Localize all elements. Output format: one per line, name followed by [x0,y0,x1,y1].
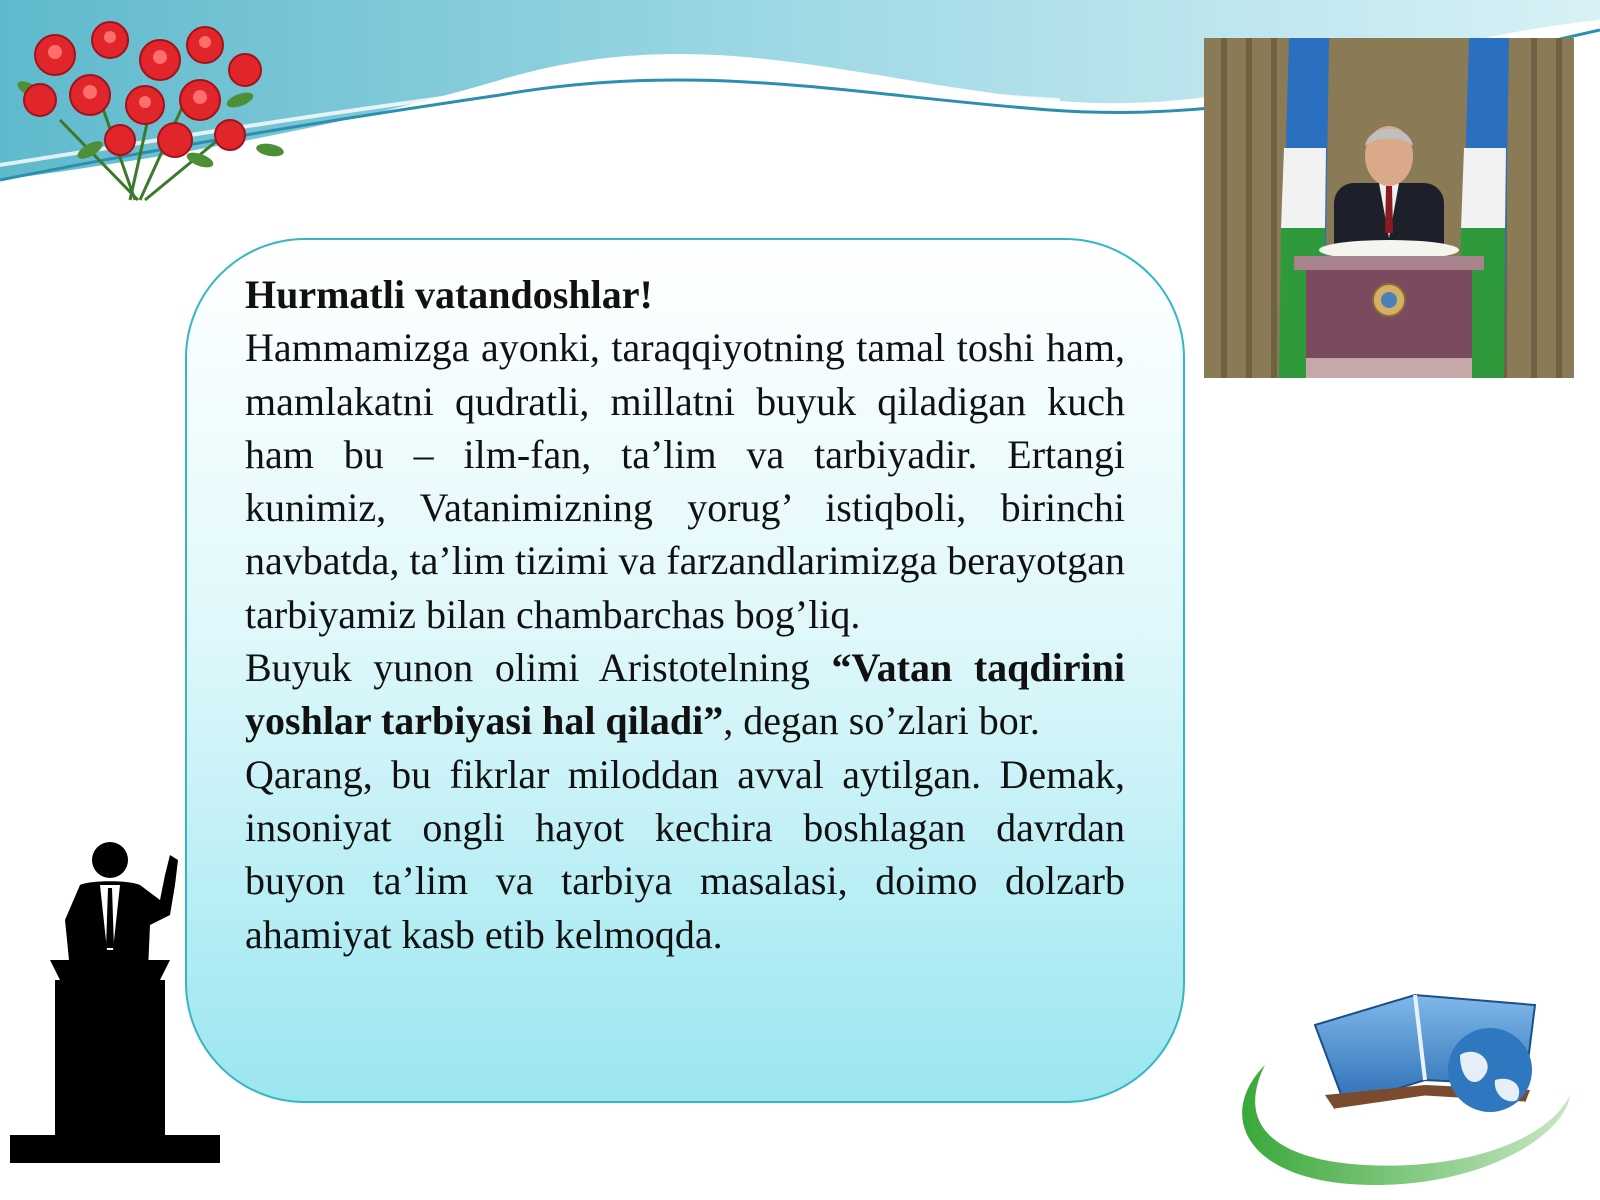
quote-panel [185,238,1185,1103]
aristotle-quote: “Vatan taqdirini yoshlar tarbiyasi hal qiladi” [245,645,1125,744]
paragraph-2 [245,641,1125,748]
paragraph-2-lead: Buyuk yunon olimi Aristotelning [245,645,832,691]
greeting-heading: Hurmatli vatandoshlar! [245,272,653,317]
open-book-globe-icon [1225,985,1580,1195]
rose-bouquet-icon [0,0,320,210]
speaker-at-podium-photo [1204,38,1574,378]
paragraph-3: Qarang, bu fikrlar miloddan avval aytilgan. Demak, insoniyat ongli hayot kechira boshlagan davrdan buyon ta’lim va tarbiya masalasi, doimo dolzarb ahamiyat kasb etib kelmoqda. [245,751,1125,957]
paragraph-2-tail: , degan so’zlari bor. [723,698,1040,744]
paragraph-1: Hammamizga ayonki, taraqqiyotning tamal toshi ham, mamlakatni qudratli, millatni buyuk qiladigan kuch ham bu – ilm-fan, ta’lim va tarbiyadir. Ertangi kunimiz, Vatanimizning yorug’ istiqboli, birinchi navbatda, ta’lim tizimi va farzandlarimizga berayotgan tarbiyamiz bilan chambarchas bog’liq. [245,325,1125,637]
